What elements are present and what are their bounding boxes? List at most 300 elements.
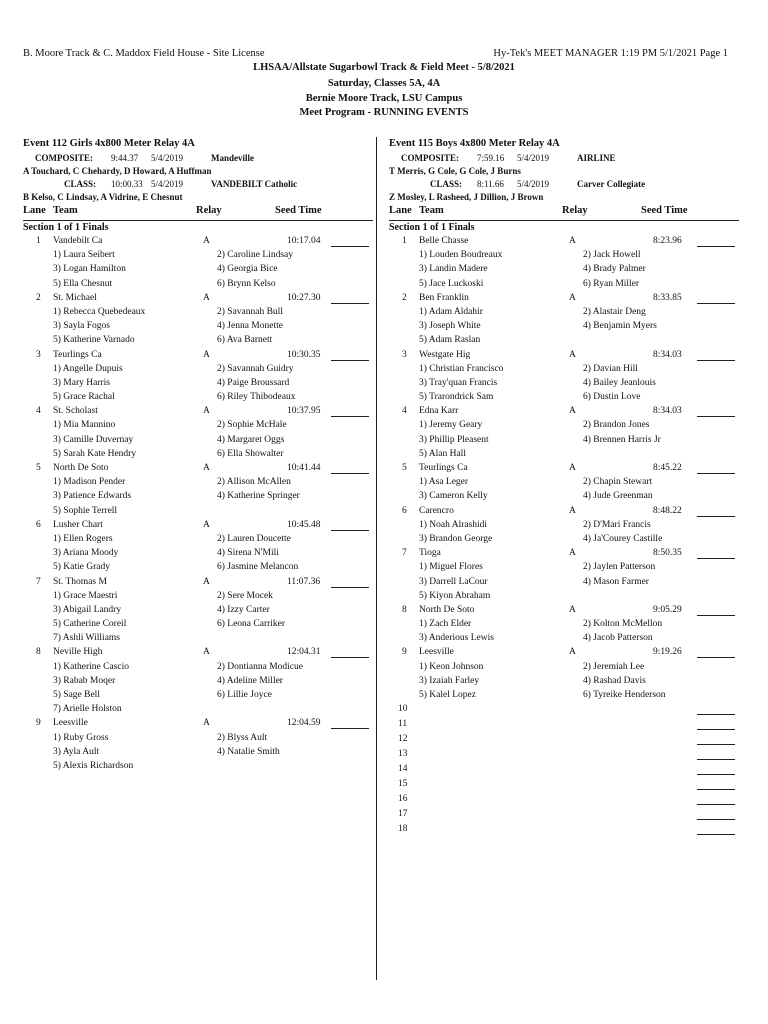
runner-row [389, 662, 739, 676]
runner-row [23, 662, 373, 676]
runner-row [23, 420, 373, 434]
seed-time: 10:45.48 [287, 519, 321, 530]
lane-number: 3 [36, 349, 41, 360]
record-line [389, 179, 739, 192]
result-blank-line [697, 516, 735, 517]
relay-letter: A [203, 576, 210, 587]
seed-time: 8:33.85 [653, 292, 682, 303]
lane-number: 6 [402, 505, 407, 516]
seed-time: 12:04.31 [287, 647, 321, 658]
empty-lane-row [389, 749, 739, 764]
runner-name: 4) Natalie Smith [217, 746, 280, 757]
entry-row [389, 350, 739, 364]
runner-name: 4) Georgia Bice [217, 264, 278, 275]
result-blank-line [331, 416, 369, 417]
runner-row [23, 264, 373, 278]
team-name: St. Thomas M [53, 576, 107, 587]
runner-row [23, 364, 373, 378]
entry-row [23, 406, 373, 420]
entry-row [23, 647, 373, 661]
entry-row [23, 236, 373, 250]
relay-header: Relay [562, 205, 588, 216]
lane-number: 6 [36, 519, 41, 530]
runner-name: 3) Patience Edwards [53, 491, 132, 502]
result-blank-line [697, 819, 735, 820]
record-team: Mandeville [211, 153, 254, 163]
runner-row [23, 605, 373, 619]
team-name: St. Scholast [53, 406, 98, 417]
runner-name: 3) Camille Duvernay [53, 434, 134, 445]
seed-header: Seed Time [641, 205, 688, 216]
seed-time: 10:30.35 [287, 349, 321, 360]
team-name: St. Michael [53, 292, 97, 303]
runner-name: 6) Brynn Kelso [217, 278, 276, 289]
runner-row [389, 520, 739, 534]
runner-row [23, 534, 373, 548]
runner-name: 4) Jenna Monette [217, 321, 283, 332]
record-names: Z Mosley, L Rasheed, J Dillion, J Brown [389, 192, 544, 202]
runner-row [23, 435, 373, 449]
relay-letter: A [569, 349, 576, 360]
runner-name: 6) Jasmine Melancon [217, 562, 299, 573]
runner-name: 4) Brady Palmer [583, 264, 646, 275]
empty-lane-row [389, 704, 739, 719]
team-name: Vandebilt Ca [53, 236, 103, 246]
result-blank-line [697, 729, 735, 730]
entry-row [389, 506, 739, 520]
record-label: CLASS: [430, 179, 463, 189]
runner-row [23, 392, 373, 406]
relay-letter: A [569, 548, 576, 559]
runner-name: 3) Joseph White [419, 321, 481, 332]
runner-row [389, 477, 739, 491]
lane-number: 16 [398, 794, 408, 805]
team-name: Neville High [53, 647, 103, 658]
runner-name: 2) Jack Howell [583, 250, 641, 261]
runner-row [23, 506, 373, 520]
runner-name: 3) Landin Madere [419, 264, 488, 275]
lane-header: Lane [389, 205, 412, 216]
team-name: Leesville [419, 647, 454, 658]
entry-row [389, 548, 739, 562]
runner-name: 1) Noah Alrashidi [419, 519, 488, 530]
team-name: Carencro [419, 505, 454, 516]
empty-lane-row [389, 764, 739, 779]
runner-row [389, 633, 739, 647]
record-label: CLASS: [64, 179, 97, 189]
runner-row [389, 335, 739, 349]
relay-letter: A [569, 463, 576, 473]
result-blank-line [697, 774, 735, 775]
runner-name: 2) Dontianna Modicue [217, 661, 304, 672]
runner-row [389, 676, 739, 690]
result-blank-line [697, 473, 735, 474]
record-date: 5/4/2019 [151, 179, 184, 189]
runner-name: 4) Jude Greenman [583, 491, 653, 502]
relay-letter: A [569, 292, 576, 303]
record-time: 10:00.33 [111, 179, 143, 189]
header-right: Hy-Tek's MEET MANAGER 1:19 PM 5/1/2021 Page 1 [493, 48, 728, 59]
runner-name: 4) Ja'Courey Castille [583, 533, 663, 544]
runner-name: 5) Katie Grady [53, 562, 110, 573]
runner-row [23, 619, 373, 633]
runner-row [389, 534, 739, 548]
runner-name: 5) Jace Luckoski [419, 278, 484, 289]
record-label: COMPOSITE: [35, 153, 94, 163]
empty-lane-row [389, 794, 739, 809]
seed-time: 8:48.22 [653, 505, 682, 516]
runner-row [389, 690, 739, 704]
seed-time: 10:41.44 [287, 463, 321, 473]
lane-number: 17 [398, 809, 408, 820]
runner-name: 4) Benjamin Myers [583, 321, 657, 332]
runner-name: 3) Logan Hamilton [53, 264, 126, 275]
lane-number: 9 [402, 647, 407, 658]
column-divider [376, 137, 377, 980]
runner-name: 6) Tyreike Henderson [583, 690, 666, 700]
record-time: 7:59.16 [477, 153, 505, 163]
result-blank-line [331, 246, 369, 247]
result-blank-line [331, 303, 369, 304]
runner-name: 5) Adam Raslan [419, 335, 481, 346]
runner-name: 1) Ruby Gross [53, 732, 109, 743]
lane-number: 12 [398, 734, 408, 745]
runner-name: 2) Jeremiah Lee [583, 661, 645, 672]
runner-row [23, 335, 373, 349]
empty-lane-row [389, 824, 739, 839]
runner-name: 2) Sophie McHale [217, 420, 287, 431]
runner-row [389, 449, 739, 463]
section-label: Section 1 of 1 Finals [23, 222, 109, 233]
seed-time: 11:07.36 [287, 576, 321, 587]
relay-letter: A [569, 406, 576, 417]
lane-number: 10 [398, 704, 408, 715]
runner-name: 5) Kiyon Abraham [419, 590, 491, 601]
runner-name: 1) Rebecca Quebedeaux [53, 306, 146, 317]
runner-name: 2) Lauren Doucette [217, 533, 291, 544]
runner-row [23, 690, 373, 704]
runner-name: 1) Ellen Rogers [53, 533, 113, 544]
runner-row [389, 420, 739, 434]
result-blank-line [697, 834, 735, 835]
runner-name: 6) Leona Carriker [217, 619, 286, 630]
runner-row [23, 548, 373, 562]
runner-name: 2) Alastair Deng [583, 306, 646, 317]
result-blank-line [331, 587, 369, 588]
runner-row [389, 591, 739, 605]
runner-name: 2) Davian Hill [583, 363, 638, 374]
lane-number: 4 [402, 406, 407, 417]
runner-name: 5) Alexis Richardson [53, 760, 134, 771]
record-names: B Kelso, C Lindsay, A Vidrine, E Chesnut [23, 192, 183, 202]
lane-number: 2 [36, 292, 41, 303]
runner-name: 3) Sayla Fogos [53, 321, 110, 332]
meet-title: LHSAA/Allstate Sugarbowl Track & Field Meet - 5/8/2021 [253, 62, 515, 73]
meet-program-title: Meet Program - RUNNING EVENTS [299, 107, 469, 118]
seed-time: 8:50.35 [653, 548, 682, 559]
section-label: Section 1 of 1 Finals [389, 222, 475, 233]
empty-lane-row [389, 719, 739, 734]
result-blank-line [331, 728, 369, 729]
runner-row [389, 307, 739, 321]
seed-time: 10:27.30 [287, 292, 321, 303]
entry-row [23, 718, 373, 732]
runner-name: 6) Ryan Miller [583, 278, 640, 289]
runner-name: 5) Katherine Varnado [53, 335, 135, 346]
runner-name: 3) Phillip Pleasent [419, 434, 489, 445]
runner-name: 5) Catherine Coreil [53, 619, 127, 630]
empty-lane-row [389, 779, 739, 794]
team-name: Ben Franklin [419, 292, 469, 303]
event-title: Event 115 Boys 4x800 Meter Relay 4A [389, 138, 560, 149]
runner-name: 1) Katherine Cascio [53, 661, 129, 672]
runner-row [23, 591, 373, 605]
entry-row [389, 463, 739, 477]
runner-row [23, 491, 373, 505]
entry-row [389, 293, 739, 307]
team-name: Edna Karr [419, 406, 459, 417]
team-name: Westgate Hig [419, 349, 471, 360]
runner-name: 2) Blyss Ault [217, 732, 268, 743]
runner-name: 7) Arielle Holston [53, 704, 122, 715]
result-blank-line [331, 360, 369, 361]
team-name: Belle Chasse [419, 236, 469, 246]
record-names: T Merris, G Cole, G Cole, J Burns [389, 166, 521, 176]
runner-name: 3) Mary Harris [53, 377, 110, 388]
runner-name: 2) Kolton McMellon [583, 619, 663, 630]
result-blank-line [697, 360, 735, 361]
result-blank-line [697, 759, 735, 760]
runner-name: 3) Izaiah Farley [419, 675, 480, 686]
relay-letter: A [569, 505, 576, 516]
seed-time: 8:34.03 [653, 406, 682, 417]
section-heading [23, 221, 373, 236]
seed-time: 8:34.03 [653, 349, 682, 360]
record-team: VANDEBILT Catholic [211, 179, 298, 189]
lane-number: 4 [36, 406, 41, 417]
seed-time: 9:19.26 [653, 647, 682, 658]
team-header: Team [419, 205, 444, 216]
runner-name: 5) Ella Chesnut [53, 278, 113, 289]
relay-letter: A [203, 519, 210, 530]
runner-row [389, 364, 739, 378]
lane-header: Lane [23, 205, 46, 216]
relay-header: Relay [196, 205, 222, 216]
result-blank-line [697, 714, 735, 715]
lane-number: 5 [36, 463, 41, 473]
entry-row [23, 350, 373, 364]
seed-time: 12:04.59 [287, 718, 321, 729]
entry-row [389, 236, 739, 250]
record-line [389, 153, 739, 166]
runner-name: 5) Kalel Lopez [419, 690, 476, 700]
lane-number: 8 [402, 604, 407, 615]
result-blank-line [697, 558, 735, 559]
runner-name: 1) Zach Elder [419, 619, 472, 630]
runner-name: 1) Laura Seibert [53, 250, 115, 261]
entry-row [389, 647, 739, 661]
relay-letter: A [203, 292, 210, 303]
column-headers [23, 205, 373, 221]
runner-name: 4) Izzy Carter [217, 604, 270, 615]
runner-row [389, 491, 739, 505]
runner-row [389, 562, 739, 576]
runner-row [23, 321, 373, 335]
lane-number: 11 [398, 719, 408, 730]
runner-name: 6) Lillie Joyce [217, 690, 272, 700]
runner-name: 1) Christian Francisco [419, 363, 504, 374]
runner-row [23, 378, 373, 392]
result-blank-line [331, 657, 369, 658]
runner-name: 1) Keon Johnson [419, 661, 484, 672]
record-label: COMPOSITE: [401, 153, 460, 163]
relay-letter: A [203, 647, 210, 658]
record-team: AIRLINE [577, 153, 616, 163]
team-name: North De Soto [53, 463, 109, 473]
runner-row [23, 250, 373, 264]
entry-row [23, 520, 373, 534]
lane-number: 1 [402, 236, 407, 246]
header-left: B. Moore Track & C. Maddox Field House - Site License [23, 48, 265, 59]
team-name: Teurlings Ca [419, 463, 468, 473]
runner-name: 3) Ariana Moody [53, 548, 119, 559]
runner-row [389, 435, 739, 449]
runner-name: 5) Alan Hall [419, 448, 466, 459]
runner-row [23, 279, 373, 293]
runner-name: 4) Katherine Springer [217, 491, 300, 502]
lane-number: 13 [398, 749, 408, 760]
column-headers [389, 205, 739, 221]
runner-name: 3) Darrell LaCour [419, 576, 488, 587]
lane-number: 3 [402, 349, 407, 360]
runner-name: 6) Riley Thibodeaux [217, 392, 296, 403]
relay-letter: A [569, 604, 576, 615]
seed-time: 10:37.95 [287, 406, 321, 417]
runner-row [389, 321, 739, 335]
runner-name: 1) Asa Leger [419, 477, 469, 488]
runner-row [23, 676, 373, 690]
runner-row [389, 577, 739, 591]
event-title: Event 112 Girls 4x800 Meter Relay 4A [23, 138, 195, 149]
lane-number: 7 [36, 576, 41, 587]
result-blank-line [697, 615, 735, 616]
runner-name: 2) Caroline Lindsay [217, 250, 293, 261]
runner-name: 3) Abigail Landry [53, 604, 122, 615]
seed-time: 9:05.29 [653, 604, 682, 615]
runner-row [389, 264, 739, 278]
entry-row [23, 463, 373, 477]
result-blank-line [697, 416, 735, 417]
relay-letter: A [569, 236, 576, 246]
meet-subtitle: Saturday, Classes 5A, 4A [327, 78, 441, 89]
record-time: 9:44.37 [111, 153, 139, 163]
relay-letter: A [203, 406, 210, 417]
runner-row [389, 279, 739, 293]
runner-row [23, 747, 373, 761]
team-name: Tioga [419, 548, 441, 559]
event-column-girls [23, 138, 373, 775]
runner-name: 6) Ella Showalter [217, 448, 284, 459]
runner-name: 4) Paige Broussard [217, 377, 290, 388]
meet-venue: Bernie Moore Track, LSU Campus [305, 93, 463, 104]
result-blank-line [697, 789, 735, 790]
result-blank-line [697, 303, 735, 304]
relay-letter: A [203, 463, 210, 473]
runner-row [389, 619, 739, 633]
result-blank-line [331, 530, 369, 531]
lane-number: 2 [402, 292, 407, 303]
result-blank-line [697, 657, 735, 658]
lane-number: 1 [36, 236, 41, 246]
seed-time: 10:17.04 [287, 236, 321, 246]
team-name: Teurlings Ca [53, 349, 102, 360]
lane-number: 8 [36, 647, 41, 658]
result-blank-line [331, 473, 369, 474]
runner-row [389, 378, 739, 392]
runner-name: 1) Miguel Flores [419, 562, 483, 573]
runner-name: 2) Savannah Bull [217, 306, 283, 317]
runner-name: 1) Louden Boudreaux [419, 250, 503, 261]
result-blank-line [697, 246, 735, 247]
record-date: 5/4/2019 [517, 153, 550, 163]
runner-row [23, 562, 373, 576]
runner-name: 1) Adam Aldahir [419, 306, 483, 317]
lane-number: 18 [398, 824, 408, 835]
runner-row [23, 761, 373, 775]
seed-time: 8:45.22 [653, 463, 682, 473]
runner-name: 5) Sophie Terrell [53, 505, 118, 516]
lane-number: 14 [398, 764, 408, 775]
runner-name: 2) Allison McAllen [217, 477, 291, 488]
runner-name: 4) Margaret Oggs [217, 434, 285, 445]
runner-name: 3) Anderious Lewis [419, 633, 494, 644]
runner-row [23, 477, 373, 491]
result-blank-line [697, 744, 735, 745]
runner-name: 3) Ayla Ault [53, 746, 100, 757]
runner-row [23, 307, 373, 321]
runner-name: 5) Sarah Kate Hendry [53, 448, 137, 459]
record-time: 8:11.66 [477, 179, 504, 189]
runner-name: 1) Grace Maestri [53, 590, 118, 601]
record-line [23, 179, 373, 192]
runner-name: 2) D'Mari Francis [583, 519, 651, 530]
runner-name: 6) Dustin Love [583, 392, 641, 403]
runner-row [23, 733, 373, 747]
runner-name: 1) Madison Pender [53, 477, 126, 488]
runner-name: 2) Sere Mocek [217, 590, 273, 601]
runner-name: 2) Brandon Jones [583, 420, 650, 431]
runner-name: 4) Sirena N'Mili [217, 548, 279, 559]
lane-number: 9 [36, 718, 41, 729]
runner-name: 7) Ashli Williams [53, 633, 121, 644]
runner-name: 4) Adeline Miller [217, 675, 283, 686]
seed-time: 8:23.96 [653, 236, 682, 246]
runner-name: 4) Brennen Harris Jr [583, 434, 661, 445]
event-column-boys [389, 138, 739, 839]
runner-name: 3) Tray'quan Francis [419, 377, 498, 388]
record-names: A Touchard, C Chehardy, D Howard, A Huffman [23, 166, 212, 176]
relay-letter: A [203, 718, 210, 729]
runner-name: 6) Ava Barnett [217, 335, 273, 346]
section-heading [389, 221, 739, 236]
result-blank-line [697, 804, 735, 805]
runner-name: 3) Cameron Kelly [419, 491, 488, 502]
entry-row [389, 406, 739, 420]
seed-header: Seed Time [275, 205, 322, 216]
runner-name: 3) Brandon George [419, 533, 493, 544]
runner-name: 4) Rashad Davis [583, 675, 646, 686]
runner-row [23, 449, 373, 463]
